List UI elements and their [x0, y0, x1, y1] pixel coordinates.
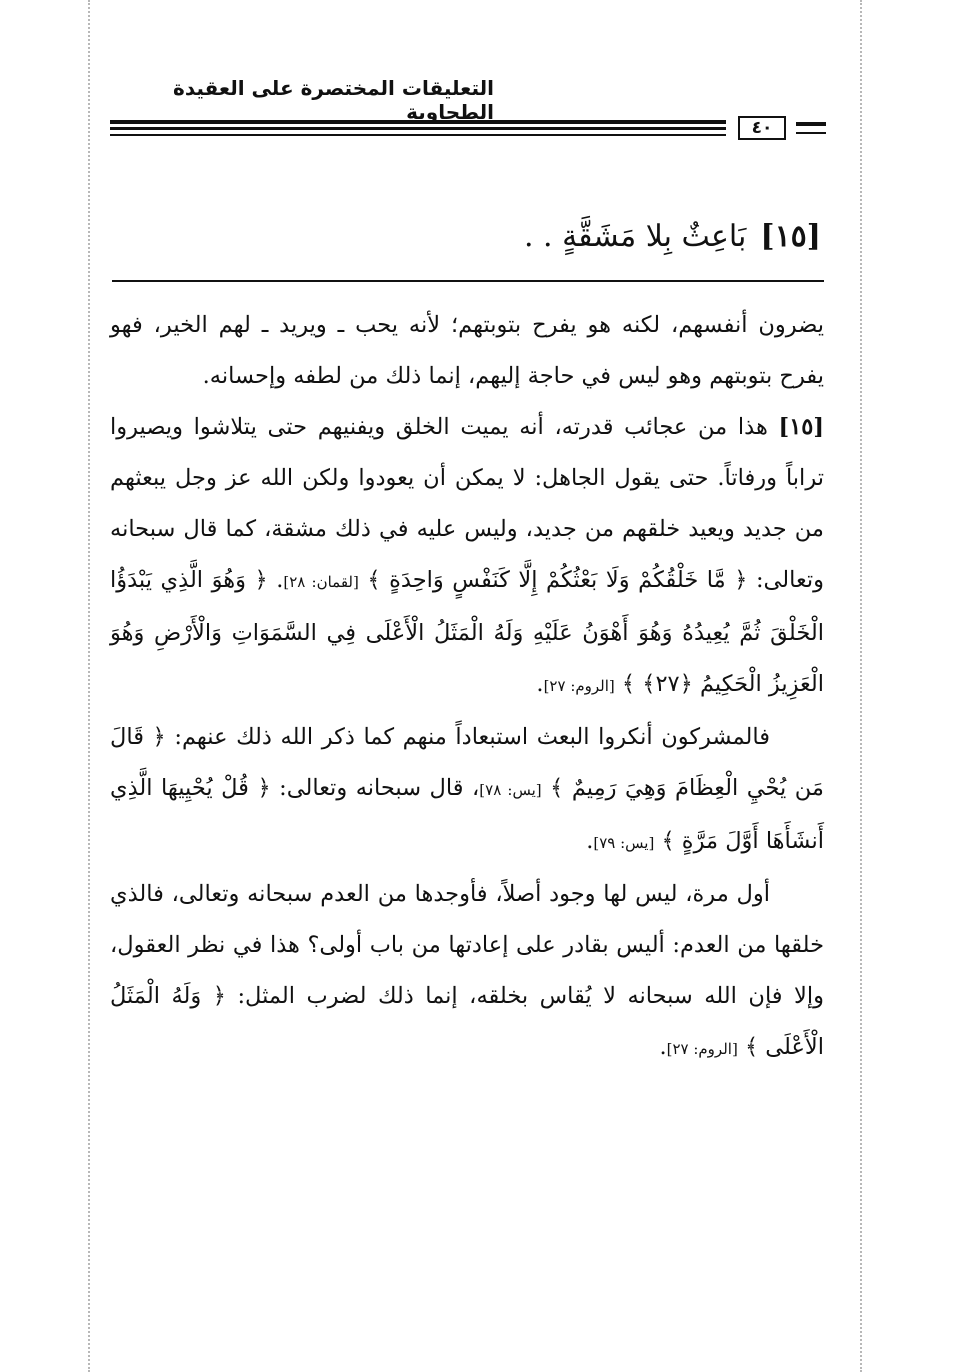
paragraph-4: أول مرة، ليس لها وجود أصلاً، فأوجدها من العدم سبحانه وتعالى، فالذي خلقها من العدم: أليس بقادر على إعادتها من باب أولى؟ هذا في نظر العقول، وإلا فإن الله سبحانه لا يُقاس بخلقه، إنما ذلك لضرب المثل: ﴿ وَلَهُ الْمَثَلُ الْأَعْلَى ﴾ [الروم: ٢٧]. [110, 881, 825, 1060]
paragraph-4-text: أول مرة، ليس لها وجود أصلاً، فأوجدها من العدم سبحانه وتعالى، فالذي خلقها من العدم: أليس بقادر على إعادتها من باب أولى؟ هذا في نظر العقول، وإلا فإن الله سبحانه لا يُقاس بخلقه، إنما ذلك لضرب المثل: [110, 881, 825, 1009]
running-header-title: التعليقات المختصرة على العقيدة الطحاوية [173, 76, 494, 124]
header-rule-short [796, 122, 826, 134]
paragraph-3: فالمشركون أنكروا البعث استبعاداً منهم كما ذكر الله ذلك عنهم: ﴿ قَالَ مَن يُحْيِ الْعِظَامَ وَهِيَ رَمِيمٌ ﴾ [يس: ٧٨]، قال سبحانه وتعالى: ﴿ قُلْ يُحْيِيهَا الَّذِي أَنشَأَهَا أَوَّلَ مَرَّةٍ ﴾ [يس: ٧٩]. [110, 724, 824, 854]
section-number: [١٥] [760, 219, 821, 254]
verse-reference: [لقمان: ٢٨] [283, 573, 359, 591]
commentary-body [110, 300, 824, 1075]
scan-dotted-edge-right [860, 0, 862, 1372]
verse-reference: [الروم: ٢٧] [543, 677, 615, 695]
quran-quote: ﴿ مَّا خَلْقُكُمْ وَلَا بَعْثُكُمْ إِلَّا كَنَفْسٍ وَاحِدَةٍ ﴾ [367, 567, 748, 593]
section-heading-text: بَاعِثٌ بِلا مَشَقَّةٍ . . [523, 219, 747, 254]
commentary-number: [١٥] [778, 414, 825, 440]
scan-dotted-edge-left [88, 0, 90, 1372]
paragraph-3-text: فالمشركون أنكروا البعث استبعاداً منهم كما ذكر الله ذلك عنهم: [174, 724, 771, 750]
verse-reference: [يس: ٧٨] [479, 781, 542, 799]
section-divider [112, 280, 824, 282]
quran-quote: ﴿ قُلْ يُحْيِيهَا الَّذِي أَنشَأَهَا أَوَّلَ مَرَّةٍ ﴾ [110, 775, 824, 854]
quran-quote: ﴿ قَالَ مَن يُحْيِ الْعِظَامَ وَهِيَ رَمِيمٌ ﴾ [110, 724, 824, 801]
page-number: ٤٠ [738, 116, 786, 140]
quran-quote: ﴿ وَلَهُ الْمَثَلُ الْأَعْلَى ﴾ [110, 983, 824, 1060]
verse-reference: [يس: ٧٩] [593, 834, 655, 852]
header-rule [110, 120, 726, 136]
paragraph-2-text: هذا من عجائب قدرته، أنه يميت الخلق ويفنيهم حتى يتلاشوا ويصيروا تراباً ورفاتاً. حتى يقول الجاهل: لا يمكن أن يعودوا ولكن الله عز وجل يبعثهم من جديد ويعيد خلقهم من جديد، وليس عليه في ذلك مشقة، كما قال سبحانه وتعالى: [110, 414, 824, 593]
paragraph-3-text-2: ، قال سبحانه وتعالى: [279, 775, 480, 801]
verse-reference: [الروم: ٢٧] [666, 1040, 738, 1058]
section-heading [524, 219, 821, 254]
paragraph-2: [١٥] هذا من عجائب قدرته، أنه يميت الخلق ويفنيهم حتى يتلاشوا ويصيروا تراباً ورفاتاً. حتى يقول الجاهل: لا يمكن أن يعودوا ولكن الله عز وجل يبعثهم من جديد ويعيد خلقهم من جديد، وليس عليه في ذلك مشقة، كما قال سبحانه وتعالى: ﴿ مَّا خَلْقُكُمْ وَلَا بَعْثُكُمْ إِلَّا كَنَفْسٍ وَاحِدَةٍ ﴾ [لقمان: ٢٨]. ﴿ وَهُوَ الَّذِي يَبْدَؤُا الْخَلْقَ ثُمَّ يُعِيدُهُ وَهُوَ أَهْوَنُ عَلَيْهِ وَلَهُ الْمَثَلُ الْأَعْلَى فِي السَّمَوَاتِ وَالْأَرْضِ وَهُوَ الْعَزِيزُ الْحَكِيمُ ﴿٢٧﴾ ﴾ [الروم: ٢٧]. [110, 414, 825, 697]
quran-quote: ﴿ وَهُوَ الَّذِي يَبْدَؤُا الْخَلْقَ ثُمَّ يُعِيدُهُ وَهُوَ أَهْوَنُ عَلَيْهِ وَلَهُ الْمَثَلُ الْأَعْلَى فِي السَّمَوَاتِ وَالْأَرْضِ وَهُوَ الْعَزِيزُ الْحَكِيمُ ﴿٢٧﴾ ﴾ [110, 567, 824, 697]
paragraph-1: يضرون أنفسهم، لكنه هو يفرح بتوبتهم؛ لأنه يحب ـ ويريد ـ لهم الخير، فهو يفرح بتوبتهم وهو ليس في حاجة إليهم، إنما ذلك من لطفه وإحسانه. [110, 312, 824, 389]
